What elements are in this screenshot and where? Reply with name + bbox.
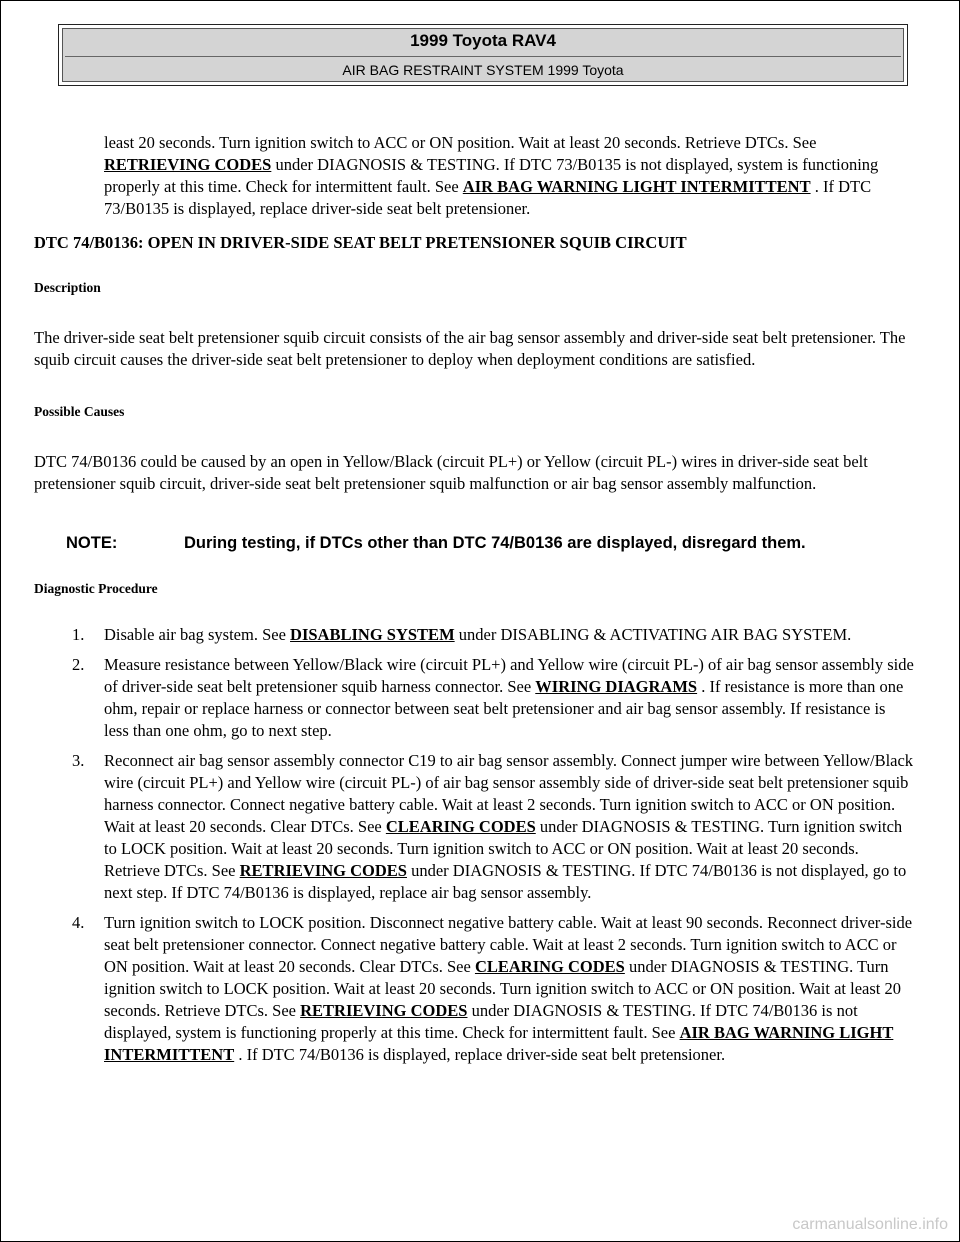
text-segment: Reconnect air bag sensor assembly connector C19 to air bag sensor assembly. Connect jumper wire between Yellow/Black wire (circuit PL+) and Yellow wire (circuit PL-) of air bag sensor assembly side of driver-side seat belt pretensioner squib harness connector. Connect negative battery cable. Wait at least 2 seconds. Turn ignition switch to ACC or ON position. Wait at least 20 seconds. Clear DTCs. See (104, 751, 914, 836)
description-text: The driver-side seat belt pretensioner squib circuit consists of the air bag sensor assembly and driver-side seat belt pretensioner. The squib circuit causes the driver-side seat belt pretensioner to deploy when deployment conditions are satisfied. (34, 328, 906, 369)
link-air-bag-warning-light[interactable]: AIR BAG WARNING LIGHT INTERMITTENT (104, 1023, 894, 1064)
text-segment: Turn ignition switch to LOCK position. Disconnect negative battery cable. Wait at least 90 seconds. Reconnect driver-side seat belt pretensioner connector. Connect negative battery cable. Wait at least 2 seconds. Turn ignition switch to ACC or ON position. Wait at least 20 seconds. Clear DTCs. See (104, 913, 913, 976)
text-segment: Measure resistance between Yellow/Black wire (circuit PL+) and Yellow wire (circuit PL-) of air bag sensor assembly side of driver-side seat belt pretensioner squib harness connector. See (104, 655, 914, 696)
procedure-label: Diagnostic Procedure (34, 581, 158, 596)
text-segment: Disable air bag system. See (104, 625, 291, 644)
note-text: During testing, if DTCs other than DTC 74/B0136 are displayed, disregard them. (184, 534, 806, 552)
link-clearing-codes[interactable]: CLEARING CODES (385, 817, 536, 836)
text-segment: under DIAGNOSIS & TESTING. If DTC 74/B0136 is not displayed, system is functioning properly at this time. Check for intermittent fault. See (104, 1001, 858, 1042)
header-subtitle: AIR BAG RESTRAINT SYSTEM 1999 Toyota (342, 62, 624, 78)
text-segment: under DIAGNOSIS & TESTING. If DTC 74/B0136 is not displayed, go to next step. If DTC 74/B0136 is displayed, replace air bag sensor assembly. (104, 861, 907, 902)
link-retrieving-codes[interactable]: RETRIEVING CODES (300, 1001, 468, 1020)
text-segment: . If DTC 74/B0136 is displayed, replace driver-side seat belt pretensioner. (234, 1045, 726, 1064)
watermark: carmanualsonline.info (792, 1216, 948, 1233)
text-segment: . If resistance is more than one ohm, repair or replace harness or connector between seat belt pretensioner and air bag sensor assembly. If resistance is less than one ohm, go to next step. (104, 677, 904, 740)
list-item (34, 624, 914, 646)
causes-label: Possible Causes (34, 404, 125, 419)
header-divider (65, 56, 901, 57)
list-item (34, 654, 914, 742)
text-segment: under DISABLING & ACTIVATING AIR BAG SYSTEM. (454, 625, 852, 644)
text-segment: under DIAGNOSIS & TESTING. Turn ignition switch to LOCK position. Wait at least 20 seconds. Turn ignition switch to ACC or ON position. Wait at least 20 seconds. Retrieve DTCs. See (104, 817, 903, 880)
text-segment: . If DTC 73/B0135 is displayed, replace driver-side seat belt pretensioner. (104, 177, 872, 218)
link-retrieving-codes[interactable]: RETRIEVING CODES (104, 155, 272, 174)
procedure-steps (34, 624, 914, 1074)
note-box (50, 528, 910, 558)
text-segment: least 20 seconds. Turn ignition switch to ACC or ON position. Wait at least 20 seconds. Retrieve DTCs. See (104, 133, 817, 152)
text-segment: under DIAGNOSIS & TESTING. Turn ignition switch to LOCK position. Wait at least 20 seconds. Turn ignition switch to ACC or ON position. Wait at least 20 seconds. Retrieve DTCs. See (104, 957, 901, 1020)
step-number: 2. (72, 655, 85, 674)
list-item (34, 912, 914, 1066)
section-heading: DTC 74/B0136: OPEN IN DRIVER-SIDE SEAT BELT PRETENSIONER SQUIB CIRCUIT (34, 233, 687, 252)
link-air-bag-warning-light[interactable]: AIR BAG WARNING LIGHT INTERMITTENT (462, 177, 811, 196)
text-segment: under DIAGNOSIS & TESTING. If DTC 73/B0135 is not displayed, system is functioning properly at this time. Check for intermittent fault. See (104, 155, 879, 196)
step-number: 3. (72, 751, 85, 770)
link-clearing-codes[interactable]: CLEARING CODES (474, 957, 625, 976)
header-title: 1999 Toyota RAV4 (410, 31, 556, 50)
list-item (34, 750, 914, 904)
page-header (58, 24, 908, 86)
link-wiring-diagrams[interactable]: WIRING DIAGRAMS (535, 677, 698, 696)
link-disabling-system[interactable]: DISABLING SYSTEM (290, 625, 455, 644)
note-label: NOTE: (66, 534, 118, 552)
link-retrieving-codes[interactable]: RETRIEVING CODES (239, 861, 407, 880)
causes-text: DTC 74/B0136 could be caused by an open in Yellow/Black (circuit PL+) or Yellow (circuit PL-) wires in driver-side seat belt pretensioner squib circuit, driver-side seat belt pretensioner squib malfunction or air bag sensor assembly malfunction. (34, 452, 868, 493)
description-label: Description (34, 280, 101, 295)
continued-paragraph (104, 132, 914, 220)
step-number: 4. (72, 913, 85, 932)
step-number: 1. (72, 625, 85, 644)
